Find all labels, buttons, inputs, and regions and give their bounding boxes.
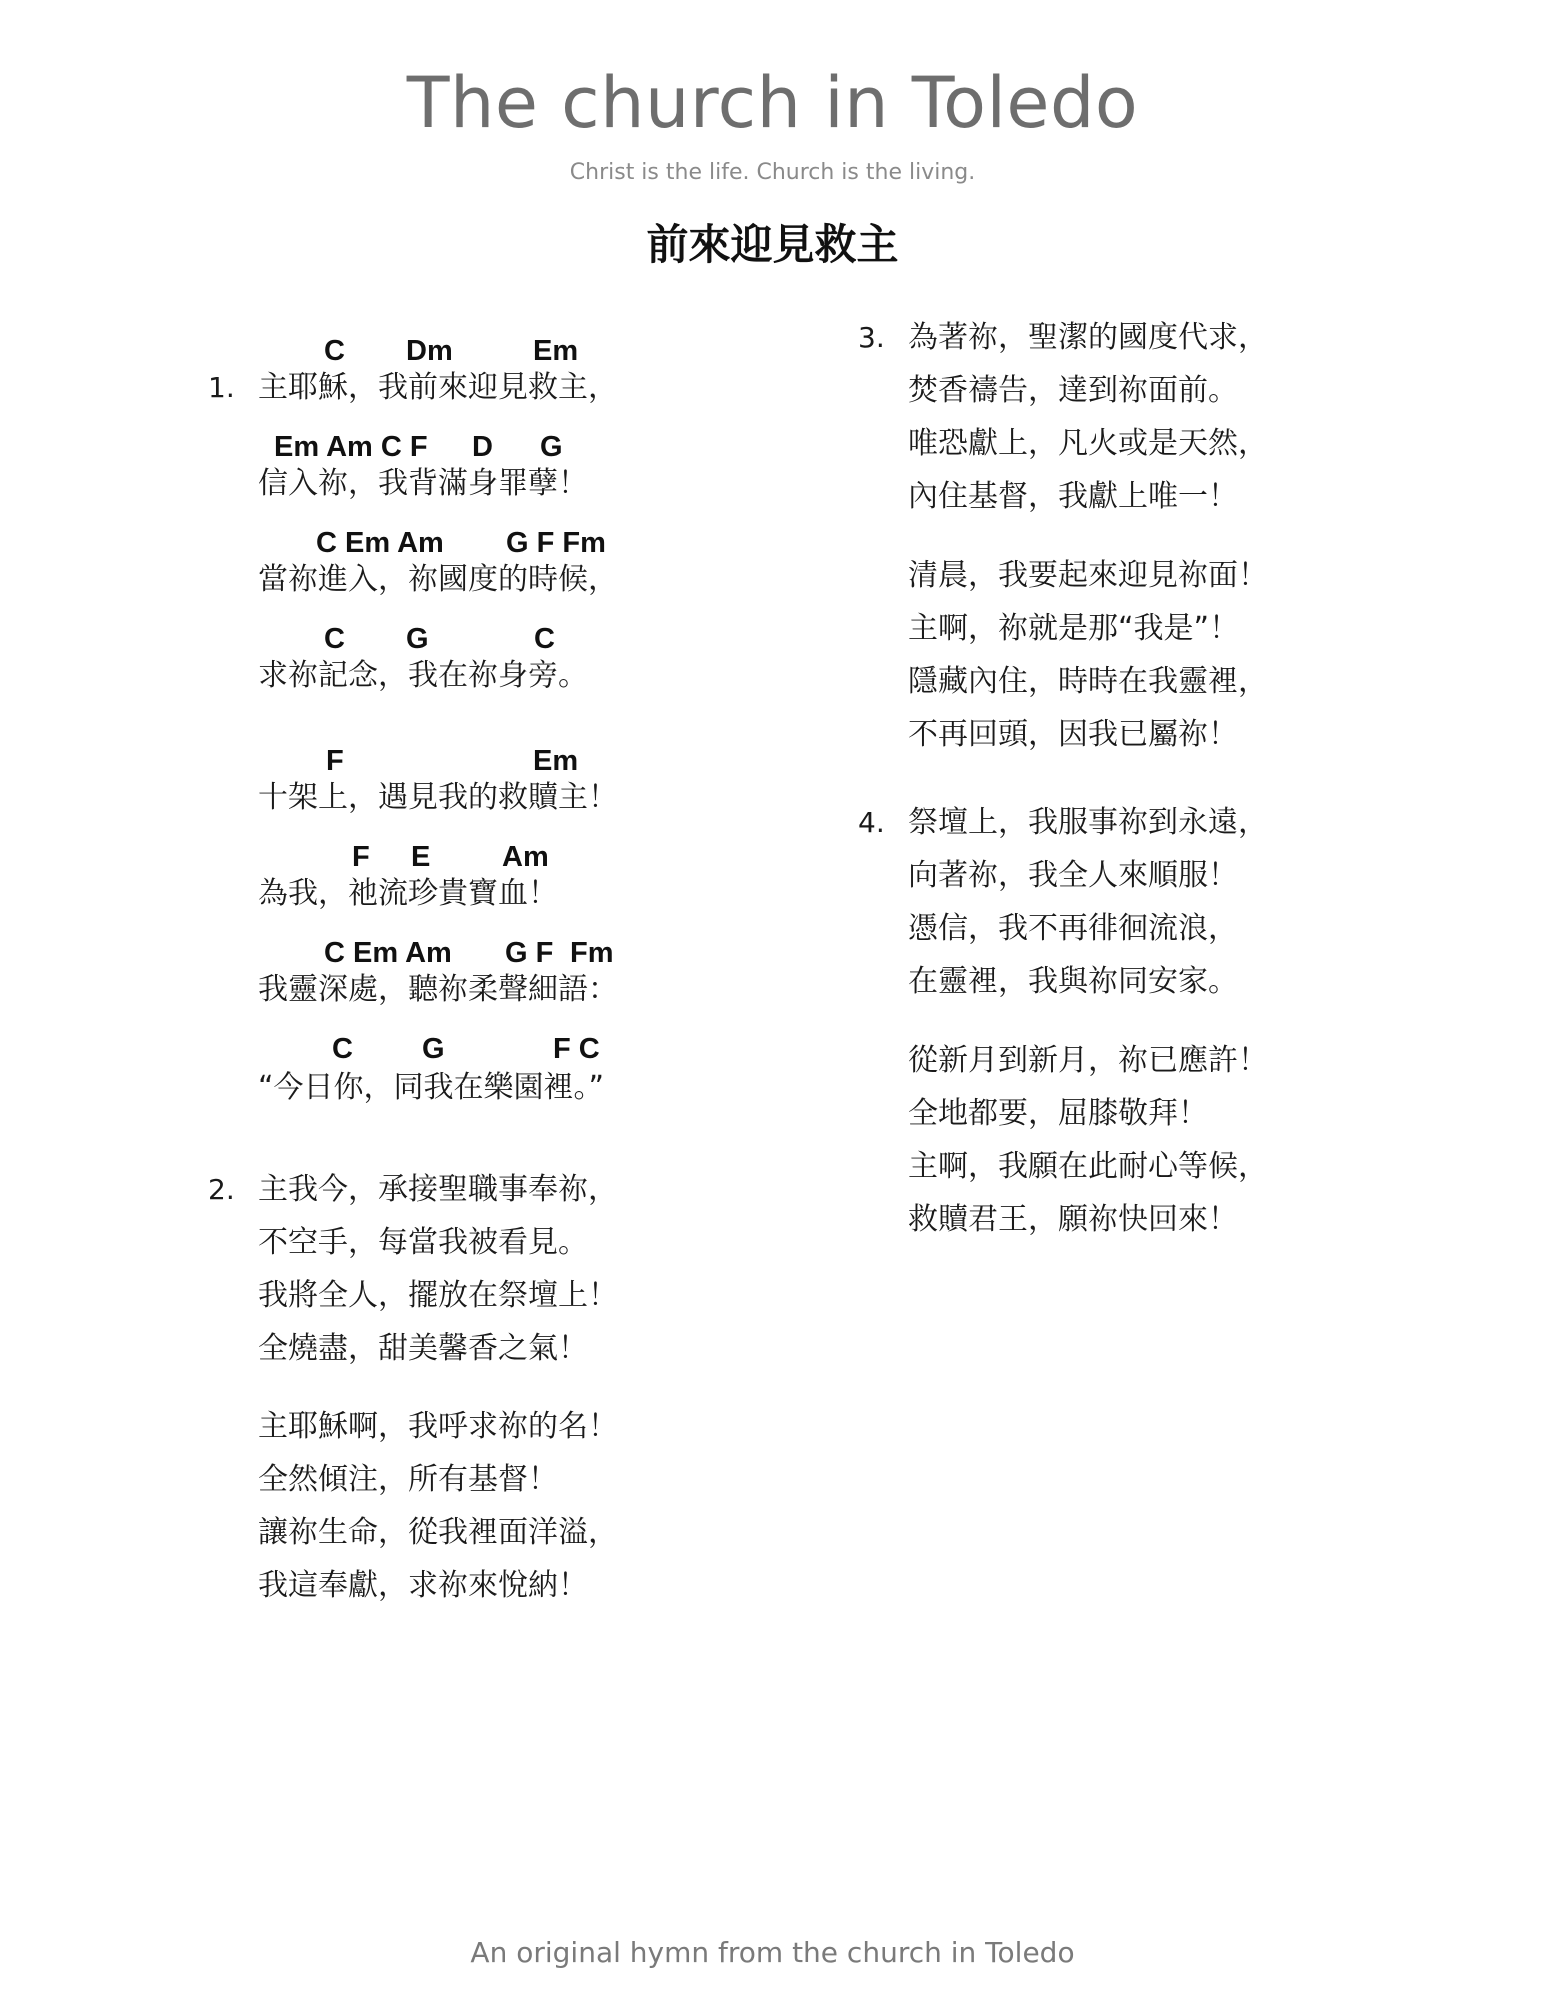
lyric-line: 不再回頭，因我已屬祢！ bbox=[908, 717, 1238, 752]
lyric-line: 十架上，遇見我的救贖主！ bbox=[258, 780, 618, 815]
verse-number: 3. bbox=[858, 321, 885, 354]
lyric-line: 在靈裡，我與祢同安家。 bbox=[908, 964, 1238, 999]
chord: C bbox=[332, 1033, 353, 1065]
chord: D bbox=[472, 431, 493, 463]
lyric-line: 信入祢，我背滿身罪孽！ bbox=[258, 466, 588, 501]
chord: Em bbox=[533, 335, 579, 367]
lyric-line: 全燒盡，甜美馨香之氣！ bbox=[258, 1331, 588, 1366]
lyric-line: 主我今，承接聖職事奉祢， bbox=[258, 1172, 618, 1207]
lyric-line: 主啊，我願在此耐心等候， bbox=[908, 1149, 1268, 1184]
chord: Am bbox=[502, 841, 549, 873]
chord: G bbox=[540, 431, 563, 463]
lyric-line: 當祢進入，祢國度的時候， bbox=[258, 562, 618, 597]
chord: C Em Am bbox=[324, 937, 452, 969]
lyric-line: 為我，祂流珍貴寶血！ bbox=[258, 876, 558, 911]
lyric-line: 全然傾注，所有基督！ bbox=[258, 1462, 558, 1497]
lyric-line: 救贖君王，願祢快回來！ bbox=[908, 1202, 1238, 1237]
song-title: 前來迎見救主 bbox=[646, 220, 899, 269]
lyric-line: 從新月到新月，祢已應許！ bbox=[908, 1043, 1268, 1078]
lyric-line: 焚香禱告，達到祢面前。 bbox=[908, 373, 1238, 408]
lyric-line: 我靈深處，聽祢柔聲細語： bbox=[258, 972, 618, 1007]
lyric-line: 求祢記念，我在祢身旁。 bbox=[258, 658, 588, 693]
chord: Em bbox=[533, 745, 579, 777]
lyric-line: 隱藏內住，時時在我靈裡， bbox=[908, 664, 1268, 699]
chord: F C bbox=[553, 1033, 600, 1065]
church-name: The church in Toledo bbox=[406, 62, 1139, 144]
footer-text: An original hymn from the church in Toledo bbox=[470, 1936, 1075, 1969]
verse-number: 2. bbox=[208, 1173, 235, 1206]
lyric-line: 我這奉獻，求祢來悅納！ bbox=[258, 1568, 588, 1603]
lyric-line: 祭壇上，我服事祢到永遠， bbox=[908, 805, 1268, 840]
chord: E bbox=[411, 841, 431, 873]
lyric-line: 唯恐獻上，凡火或是天然， bbox=[908, 426, 1268, 461]
chord: G bbox=[406, 623, 429, 655]
chord: G F Fm bbox=[506, 527, 606, 559]
lyric-line: 主啊，祢就是那“我是”！ bbox=[908, 611, 1240, 646]
chord: C bbox=[324, 623, 345, 655]
chord: C Em Am bbox=[316, 527, 444, 559]
verse-number: 1. bbox=[208, 371, 235, 404]
lyric-line: 主耶穌啊，我呼求祢的名！ bbox=[258, 1409, 618, 1444]
chord: Dm bbox=[406, 335, 453, 367]
chord: F bbox=[352, 841, 370, 873]
chord: Fm bbox=[570, 937, 614, 969]
chord: C bbox=[534, 623, 555, 655]
tagline: Christ is the life. Church is the living. bbox=[569, 160, 976, 185]
verse-number: 4. bbox=[858, 806, 885, 839]
chord: F bbox=[326, 745, 344, 777]
lyric-line: 不空手，每當我被看見。 bbox=[258, 1225, 588, 1260]
chord: Em Am C F bbox=[274, 431, 428, 463]
lyric-line: 內住基督，我獻上唯一！ bbox=[908, 479, 1238, 514]
lyric-line: 憑信，我不再徘徊流浪， bbox=[908, 911, 1238, 946]
chord: C bbox=[324, 335, 345, 367]
lyric-line: 清晨，我要起來迎見祢面！ bbox=[908, 558, 1268, 593]
chord: G bbox=[422, 1033, 445, 1065]
chord: G F bbox=[505, 937, 554, 969]
lyric-line: 主耶穌，我前來迎見救主， bbox=[258, 370, 618, 405]
lyric-line: 我將全人，擺放在祭壇上！ bbox=[258, 1278, 618, 1313]
lyric-line: 向著祢，我全人來順服！ bbox=[908, 858, 1238, 893]
lyric-line: 讓祢生命，從我裡面洋溢， bbox=[258, 1515, 618, 1550]
lyric-line: 全地都要，屈膝敬拜！ bbox=[908, 1096, 1208, 1131]
lyric-line: “今日你，同我在樂園裡。” bbox=[258, 1070, 605, 1105]
lyric-line: 為著祢，聖潔的國度代求， bbox=[908, 320, 1268, 355]
